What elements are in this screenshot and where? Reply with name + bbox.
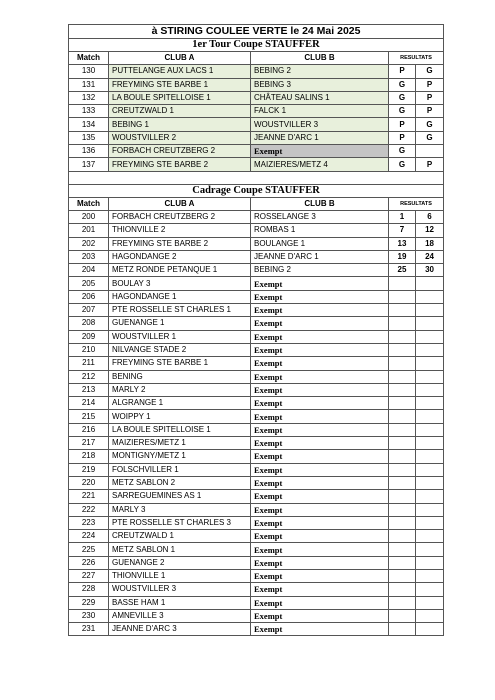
table-row	[69, 609, 444, 622]
club-a-cell: MAIZIERES/METZ 1	[109, 437, 251, 450]
club-b-cell: Exempt	[251, 503, 389, 516]
match-number: 229	[69, 596, 109, 609]
match-number: 207	[69, 304, 109, 317]
club-b-cell: Exempt	[251, 290, 389, 303]
table-row	[69, 450, 444, 463]
result-b-cell: P	[416, 91, 444, 104]
match-number: 210	[69, 343, 109, 356]
results-table	[68, 24, 444, 636]
results-table-body	[69, 25, 444, 636]
table-row	[69, 158, 444, 171]
table-row	[69, 78, 444, 91]
table-row	[69, 317, 444, 330]
table-row	[69, 224, 444, 237]
table-row	[69, 490, 444, 503]
club-b-cell: Exempt	[251, 609, 389, 622]
club-b-cell: Exempt	[251, 437, 389, 450]
club-a-cell: PTE ROSSELLE ST CHARLES 3	[109, 516, 251, 529]
header-results: RESULTATS	[389, 52, 444, 65]
header-club-a: CLUB A	[109, 52, 251, 65]
header-club-a: CLUB A	[109, 197, 251, 210]
result-b-cell: P	[416, 78, 444, 91]
table-row	[69, 463, 444, 476]
club-a-cell: THIONVILLE 1	[109, 569, 251, 582]
result-b-cell	[416, 596, 444, 609]
match-number: 137	[69, 158, 109, 171]
club-b-cell: Exempt	[251, 317, 389, 330]
result-a-cell	[389, 583, 416, 596]
club-a-cell: BENING	[109, 370, 251, 383]
club-a-cell: WOUSTVILLER 1	[109, 330, 251, 343]
club-a-cell: AMNEVILLE 3	[109, 609, 251, 622]
match-number: 201	[69, 224, 109, 237]
club-a-cell: FREYMING STE BARBE 2	[109, 237, 251, 250]
result-b-cell	[416, 277, 444, 290]
club-b-cell: BEBING 2	[251, 264, 389, 277]
result-a-cell	[389, 357, 416, 370]
table-row	[69, 91, 444, 104]
result-a-cell	[389, 569, 416, 582]
club-a-cell: WOUSTVILLER 3	[109, 583, 251, 596]
table-row	[69, 290, 444, 303]
table-row	[69, 516, 444, 529]
result-b-cell	[416, 609, 444, 622]
result-a-cell: G	[389, 158, 416, 171]
result-a-cell: 7	[389, 224, 416, 237]
match-number: 215	[69, 410, 109, 423]
club-b-cell: JEANNE D'ARC 1	[251, 131, 389, 144]
table-row	[69, 370, 444, 383]
table-row	[69, 118, 444, 131]
club-a-cell: METZ SABLON 1	[109, 543, 251, 556]
club-b-cell: Exempt	[251, 476, 389, 489]
table-row	[69, 476, 444, 489]
match-number: 209	[69, 330, 109, 343]
club-a-cell: FREYMING STE BARBE 1	[109, 357, 251, 370]
result-a-cell: G	[389, 78, 416, 91]
match-number: 204	[69, 264, 109, 277]
result-b-cell: 12	[416, 224, 444, 237]
club-b-cell: Exempt	[251, 357, 389, 370]
result-b-cell	[416, 516, 444, 529]
table-row	[69, 410, 444, 423]
club-a-cell: BASSE HAM 1	[109, 596, 251, 609]
match-number: 218	[69, 450, 109, 463]
result-b-cell: G	[416, 118, 444, 131]
club-b-cell: JEANNE D'ARC 1	[251, 250, 389, 263]
result-b-cell	[416, 556, 444, 569]
club-a-cell: FOLSCHVILLER 1	[109, 463, 251, 476]
result-a-cell	[389, 543, 416, 556]
club-b-cell: Exempt	[251, 596, 389, 609]
match-number: 132	[69, 91, 109, 104]
club-a-cell: NILVANGE STADE 2	[109, 343, 251, 356]
result-b-cell: P	[416, 105, 444, 118]
match-number: 136	[69, 145, 109, 158]
section1-heading: 1er Tour Coupe STAUFFER	[69, 39, 444, 52]
club-a-cell: SARREGUEMINES AS 1	[109, 490, 251, 503]
result-b-cell	[416, 450, 444, 463]
club-a-cell: JEANNE D'ARC 3	[109, 623, 251, 636]
table-row	[69, 105, 444, 118]
club-a-cell: BOULAY 3	[109, 277, 251, 290]
result-b-cell	[416, 423, 444, 436]
result-b-cell	[416, 357, 444, 370]
club-b-cell: Exempt	[251, 330, 389, 343]
match-number: 135	[69, 131, 109, 144]
club-b-cell: CHÂTEAU SALINS 1	[251, 91, 389, 104]
result-b-cell	[416, 543, 444, 556]
results-sheet	[68, 24, 443, 636]
table-row	[69, 264, 444, 277]
table-row	[69, 145, 444, 158]
match-number: 219	[69, 463, 109, 476]
result-a-cell	[389, 410, 416, 423]
result-b-cell: G	[416, 65, 444, 78]
club-a-cell: METZ SABLON 2	[109, 476, 251, 489]
table-row	[69, 423, 444, 436]
result-b-cell	[416, 530, 444, 543]
section2-heading-row	[69, 184, 444, 197]
club-b-cell: Exempt	[251, 556, 389, 569]
result-b-cell	[416, 490, 444, 503]
club-a-cell: CREUTZWALD 1	[109, 530, 251, 543]
result-a-cell	[389, 370, 416, 383]
club-b-cell: Exempt	[251, 277, 389, 290]
club-a-cell: LA BOULE SPITELLOISE 1	[109, 423, 251, 436]
header-club-b: CLUB B	[251, 52, 389, 65]
result-a-cell	[389, 596, 416, 609]
result-a-cell	[389, 476, 416, 489]
club-a-cell: FORBACH CREUTZBERG 2	[109, 145, 251, 158]
result-b-cell: G	[416, 131, 444, 144]
match-number: 212	[69, 370, 109, 383]
club-a-cell: GUENANGE 2	[109, 556, 251, 569]
result-a-cell	[389, 330, 416, 343]
club-a-cell: LA BOULE SPITELLOISE 1	[109, 91, 251, 104]
table-row	[69, 250, 444, 263]
result-b-cell: P	[416, 158, 444, 171]
result-a-cell	[389, 290, 416, 303]
club-b-cell: Exempt	[251, 383, 389, 396]
result-a-cell	[389, 343, 416, 356]
club-a-cell: PUTTELANGE AUX LACS 1	[109, 65, 251, 78]
result-b-cell	[416, 410, 444, 423]
result-a-cell	[389, 437, 416, 450]
club-b-cell: Exempt	[251, 516, 389, 529]
result-b-cell	[416, 330, 444, 343]
match-number: 134	[69, 118, 109, 131]
result-a-cell	[389, 530, 416, 543]
club-b-cell: Exempt	[251, 490, 389, 503]
result-a-cell	[389, 383, 416, 396]
match-number: 226	[69, 556, 109, 569]
table-row	[69, 357, 444, 370]
match-number: 216	[69, 423, 109, 436]
club-b-cell: BOULANGE 1	[251, 237, 389, 250]
result-a-cell	[389, 423, 416, 436]
result-b-cell	[416, 583, 444, 596]
table-row	[69, 65, 444, 78]
result-a-cell: 13	[389, 237, 416, 250]
result-a-cell	[389, 556, 416, 569]
table-row	[69, 569, 444, 582]
match-number: 228	[69, 583, 109, 596]
club-a-cell: ALGRANGE 1	[109, 397, 251, 410]
table-row	[69, 596, 444, 609]
page-title: à STIRING COULEE VERTE le 24 Mai 2025	[69, 25, 444, 39]
match-number: 205	[69, 277, 109, 290]
header-match: Match	[69, 197, 109, 210]
header-match: Match	[69, 52, 109, 65]
section2-heading: Cadrage Coupe STAUFFER	[69, 184, 444, 197]
club-b-cell: Exempt	[251, 463, 389, 476]
result-b-cell	[416, 343, 444, 356]
club-b-cell: BEBING 2	[251, 65, 389, 78]
match-number: 213	[69, 383, 109, 396]
club-a-cell: WOUSTVILLER 2	[109, 131, 251, 144]
result-b-cell	[416, 317, 444, 330]
result-a-cell	[389, 397, 416, 410]
table-row	[69, 237, 444, 250]
result-b-cell	[416, 569, 444, 582]
club-b-cell: Exempt	[251, 583, 389, 596]
table-row	[69, 304, 444, 317]
match-number: 200	[69, 210, 109, 223]
match-number: 203	[69, 250, 109, 263]
result-b-cell	[416, 145, 444, 158]
title-row	[69, 25, 444, 39]
club-b-cell: Exempt	[251, 410, 389, 423]
header-club-b: CLUB B	[251, 197, 389, 210]
result-a-cell	[389, 623, 416, 636]
club-b-cell: Exempt	[251, 530, 389, 543]
table-row	[69, 277, 444, 290]
club-a-cell: MARLY 3	[109, 503, 251, 516]
club-a-cell: GUENANGE 1	[109, 317, 251, 330]
result-b-cell	[416, 623, 444, 636]
club-a-cell: MARLY 2	[109, 383, 251, 396]
table-row	[69, 437, 444, 450]
match-number: 227	[69, 569, 109, 582]
result-b-cell: 6	[416, 210, 444, 223]
result-a-cell	[389, 277, 416, 290]
result-a-cell	[389, 490, 416, 503]
club-a-cell: CREUTZWALD 1	[109, 105, 251, 118]
match-number: 231	[69, 623, 109, 636]
match-number: 222	[69, 503, 109, 516]
result-a-cell	[389, 317, 416, 330]
result-b-cell	[416, 290, 444, 303]
match-number: 206	[69, 290, 109, 303]
club-a-cell: FREYMING STE BARBE 2	[109, 158, 251, 171]
result-b-cell	[416, 476, 444, 489]
club-b-cell: Exempt	[251, 623, 389, 636]
match-number: 208	[69, 317, 109, 330]
result-a-cell: P	[389, 131, 416, 144]
result-a-cell	[389, 516, 416, 529]
match-number: 214	[69, 397, 109, 410]
club-b-cell: MAIZIERES/METZ 4	[251, 158, 389, 171]
result-a-cell	[389, 503, 416, 516]
table-row	[69, 530, 444, 543]
club-b-cell: Exempt	[251, 145, 389, 158]
table-row	[69, 131, 444, 144]
club-b-cell: Exempt	[251, 397, 389, 410]
match-number: 131	[69, 78, 109, 91]
match-number: 133	[69, 105, 109, 118]
club-b-cell: BEBING 3	[251, 78, 389, 91]
club-a-cell: METZ RONDE PETANQUE 1	[109, 264, 251, 277]
club-b-cell: Exempt	[251, 370, 389, 383]
club-b-cell: Exempt	[251, 450, 389, 463]
result-b-cell	[416, 370, 444, 383]
result-b-cell: 24	[416, 250, 444, 263]
match-number: 223	[69, 516, 109, 529]
match-number: 225	[69, 543, 109, 556]
club-a-cell: FREYMING STE BARBE 1	[109, 78, 251, 91]
match-number: 202	[69, 237, 109, 250]
header-results: RESULTATS	[389, 197, 444, 210]
result-b-cell	[416, 437, 444, 450]
section1-header-row	[69, 52, 444, 65]
result-a-cell	[389, 304, 416, 317]
result-b-cell: 18	[416, 237, 444, 250]
club-a-cell: FORBACH CREUTZBERG 2	[109, 210, 251, 223]
result-a-cell: P	[389, 118, 416, 131]
result-b-cell	[416, 304, 444, 317]
result-b-cell	[416, 503, 444, 516]
result-b-cell	[416, 397, 444, 410]
club-a-cell: BEBING 1	[109, 118, 251, 131]
match-number: 217	[69, 437, 109, 450]
table-row	[69, 330, 444, 343]
club-b-cell: Exempt	[251, 304, 389, 317]
club-b-cell: ROSSELANGE 3	[251, 210, 389, 223]
table-row	[69, 210, 444, 223]
result-b-cell: 30	[416, 264, 444, 277]
result-a-cell	[389, 450, 416, 463]
match-number: 220	[69, 476, 109, 489]
result-a-cell	[389, 609, 416, 622]
result-a-cell: 1	[389, 210, 416, 223]
club-b-cell: ROMBAS 1	[251, 224, 389, 237]
table-row	[69, 556, 444, 569]
spacer-cell	[69, 171, 444, 184]
match-number: 130	[69, 65, 109, 78]
club-a-cell: HAGONDANGE 2	[109, 250, 251, 263]
club-b-cell: FALCK 1	[251, 105, 389, 118]
club-b-cell: Exempt	[251, 543, 389, 556]
match-number: 211	[69, 357, 109, 370]
table-row	[69, 383, 444, 396]
club-a-cell: MONTIGNY/METZ 1	[109, 450, 251, 463]
club-b-cell: Exempt	[251, 423, 389, 436]
table-row	[69, 583, 444, 596]
club-a-cell: THIONVILLE 2	[109, 224, 251, 237]
club-b-cell: WOUSTVILLER 3	[251, 118, 389, 131]
match-number: 224	[69, 530, 109, 543]
result-a-cell: 19	[389, 250, 416, 263]
table-row	[69, 503, 444, 516]
result-a-cell: P	[389, 65, 416, 78]
result-a-cell	[389, 463, 416, 476]
table-row	[69, 543, 444, 556]
section2-header-row	[69, 197, 444, 210]
table-row	[69, 397, 444, 410]
result-a-cell: 25	[389, 264, 416, 277]
club-a-cell: WOIPPY 1	[109, 410, 251, 423]
club-a-cell: PTE ROSSELLE ST CHARLES 1	[109, 304, 251, 317]
match-number: 221	[69, 490, 109, 503]
result-a-cell: G	[389, 105, 416, 118]
club-b-cell: Exempt	[251, 569, 389, 582]
table-row	[69, 343, 444, 356]
section1-heading-row	[69, 39, 444, 52]
result-a-cell: G	[389, 91, 416, 104]
club-b-cell: Exempt	[251, 343, 389, 356]
result-a-cell: G	[389, 145, 416, 158]
match-number: 230	[69, 609, 109, 622]
section-spacer	[69, 171, 444, 184]
result-b-cell	[416, 463, 444, 476]
result-b-cell	[416, 383, 444, 396]
club-a-cell: HAGONDANGE 1	[109, 290, 251, 303]
table-row	[69, 623, 444, 636]
